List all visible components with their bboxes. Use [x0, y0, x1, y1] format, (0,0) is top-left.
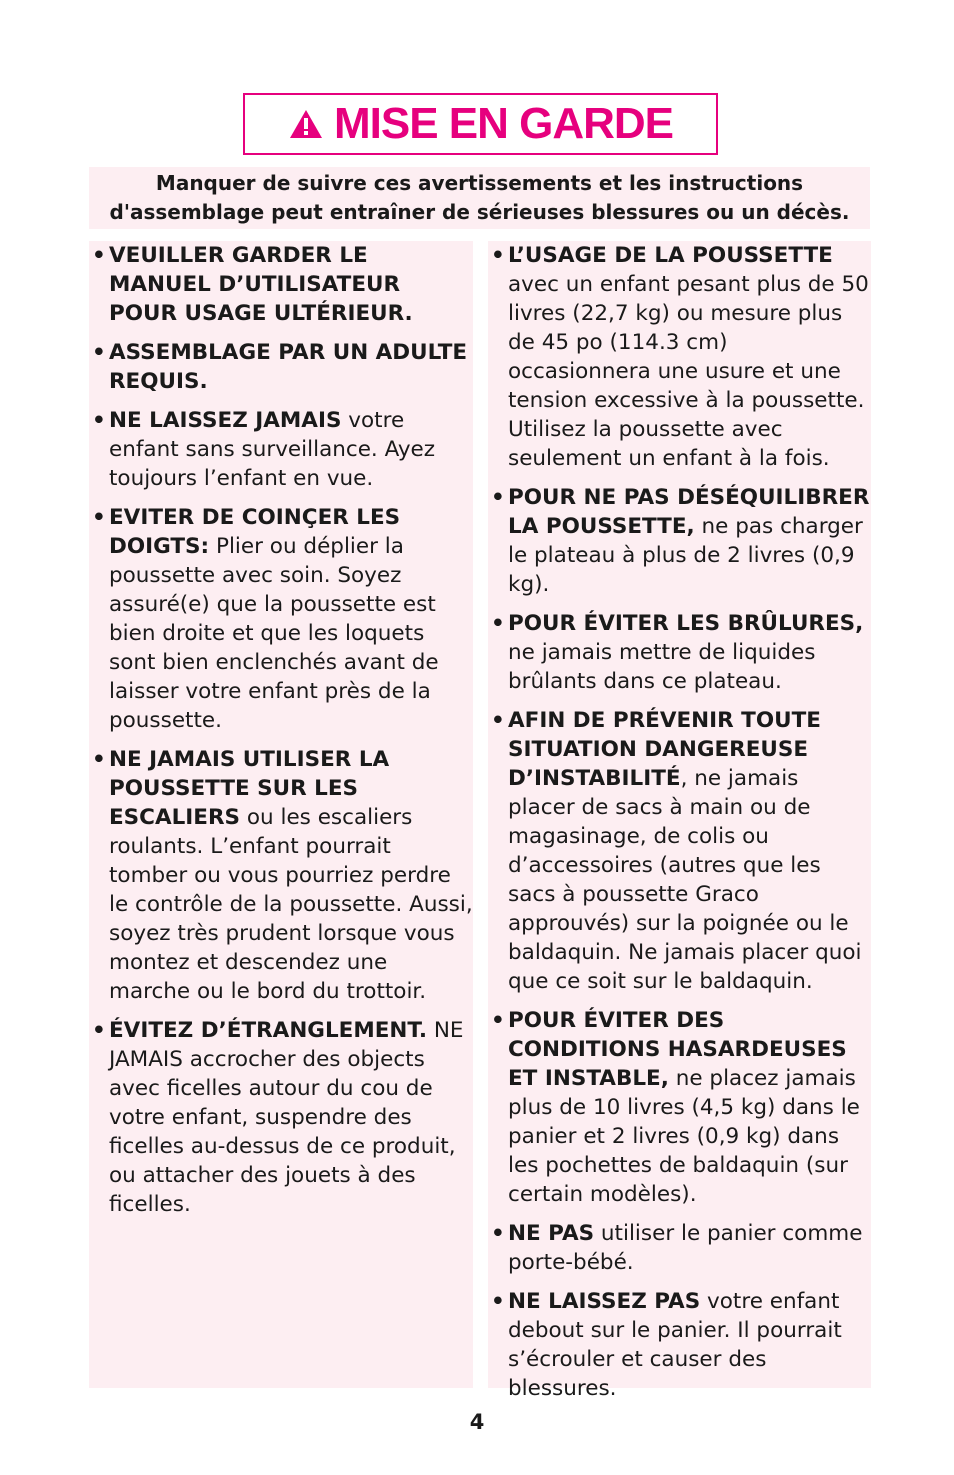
intro-line-2: d'assemblage peut entraîner de sérieuses blessures ou un décès.	[109, 200, 850, 224]
item-heading: POUR NE PAS DÉSÉQUILIBRER LA POUSSETTE,	[508, 485, 870, 539]
bullet: •	[92, 1018, 106, 1043]
warning-item	[92, 1016, 473, 1219]
warning-item	[491, 706, 871, 996]
right-column	[488, 241, 871, 1401]
item-text: utiliser le panier comme porte-bébé.	[508, 1221, 863, 1275]
warning-triangle-icon	[288, 108, 324, 140]
item-text: avec un enfant pesant plus de 50 livres (22,7 kg) ou mesure plus de 45 po (114.3 cm) occasionnera une usure et une tension excessive à la poussette. Utilisez la poussette avec seulement un enfant à la fois.	[508, 272, 869, 471]
item-heading: NE LAISSEZ PAS	[508, 1289, 701, 1314]
bullet: •	[491, 611, 505, 636]
bullet: •	[491, 485, 505, 510]
item-text: ne placez jamais plus de 10 livres (4,5 kg) dans le panier et 2 livres (0,9 kg) dans les pochettes de baldaquin (sur certain modèles).	[508, 1066, 860, 1207]
banner-title: MISE EN GARDE	[333, 99, 674, 148]
item-heading: AFIN DE PRÉVENIR TOUTE SITUATION DANGEREUSE D’INSTABILITÉ	[508, 708, 821, 791]
bullet: •	[491, 243, 505, 268]
bullet: •	[92, 747, 106, 772]
item-text: ne jamais mettre de liquides brûlants dans ce plateau.	[508, 640, 816, 694]
bullet: •	[92, 243, 106, 268]
item-heading: NE JAMAIS UTILISER LA POUSSETTE SUR LES ESCALIERS	[109, 747, 390, 830]
warning-item	[92, 503, 473, 735]
bullet: •	[92, 340, 106, 365]
item-text: , ne jamais placer de sacs à main ou de magasinage, de colis ou d’accessoires (autres que les sacs à poussette Graco approuvés) sur la poignée ou le baldaquin. Ne jamais placer quoi que ce soit sur le baldaquin.	[508, 766, 862, 994]
item-text: ne pas charger le plateau à plus de 2 livres (0,9 kg).	[508, 514, 863, 597]
item-heading: NE LAISSEZ JAMAIS	[109, 408, 342, 433]
item-text: votre enfant debout sur le panier. Il pourrait s’écrouler et causer des blessures.	[508, 1289, 842, 1401]
item-heading: EVITER DE COINÇER LES DOIGTS:	[109, 505, 401, 559]
warning-item	[92, 745, 473, 1006]
item-text: ou les escaliers roulants. L’enfant pourrait tomber ou vous pourriez perdre le contrôle de la poussette. Aussi, soyez très prudent lorsque vous montez et descendez une marche ou le bord du trottoir.	[109, 805, 473, 1004]
item-text: votre enfant sans surveillance. Ayez toujours l’enfant en vue.	[109, 408, 436, 491]
left-column	[89, 241, 473, 1388]
warning-item	[491, 241, 871, 473]
item-heading: NE PAS	[508, 1221, 595, 1246]
warning-item	[92, 406, 473, 493]
bullet: •	[491, 708, 505, 733]
bullet: •	[491, 1221, 505, 1246]
page-number: 4	[469, 1410, 485, 1434]
item-text: Plier ou déplier la poussette avec soin. Soyez assuré(e) que la poussette est bien droite et que les loquets sont bien enclenchés avant de laisser votre enfant près de la poussette.	[109, 534, 439, 733]
warning-item	[491, 1219, 871, 1277]
item-heading: POUR ÉVITER LES BRÛLURES,	[508, 611, 864, 636]
warning-item	[491, 1006, 871, 1209]
bullet: •	[92, 505, 106, 530]
bullet: •	[491, 1289, 505, 1314]
warning-item	[491, 1287, 871, 1403]
item-heading: VEUILLER GARDER LE MANUEL D’UTILISATEUR POUR USAGE ULTÉRIEUR.	[109, 243, 413, 326]
warning-item	[491, 483, 871, 599]
item-text: NE JAMAIS accrocher des objects avec ficelles autour du cou de votre enfant, suspendre des ficelles au-dessus de ce produit, ou attacher des jouets à des ficelles.	[109, 1018, 464, 1217]
item-heading: ÉVITEZ D’ÉTRANGLEMENT.	[109, 1018, 427, 1043]
intro-warning	[89, 167, 870, 229]
intro-line-1: Manquer de suivre ces avertissements et les instructions	[155, 171, 804, 195]
bullet: •	[491, 1008, 505, 1033]
bullet: •	[92, 408, 106, 433]
warning-item	[491, 609, 871, 696]
item-heading: POUR ÉVITER DES CONDITIONS HASARDEUSES ET INSTABLE,	[508, 1008, 847, 1091]
item-heading: ASSEMBLAGE PAR UN ADULTE REQUIS.	[109, 340, 468, 394]
warning-item	[92, 241, 473, 328]
warning-banner	[243, 93, 718, 155]
item-heading: L’USAGE DE LA POUSSETTE	[508, 243, 833, 268]
warning-item	[92, 338, 473, 396]
